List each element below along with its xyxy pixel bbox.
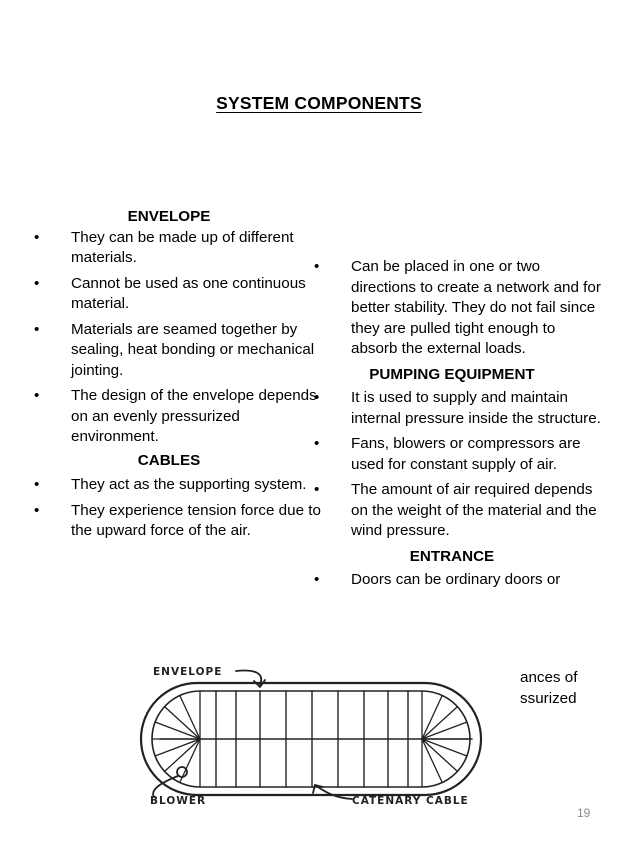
left-column (34, 207, 324, 547)
bullet-item: • The design of the envelope depends on an evenly pressurized environment. (34, 386, 324, 448)
bullet-item: • They act as the supporting system. (34, 475, 324, 496)
clipped-text-fragment: ances of (520, 669, 578, 686)
entrance-heading: ENTRANCE (409, 547, 495, 565)
bullet-item: • Fans, blowers or compressors are used for constant supply of air. (314, 434, 604, 475)
right-column (314, 257, 604, 596)
diagram-background (120, 655, 520, 815)
envelope-label: ENVELOPE (153, 666, 223, 678)
catenary-cable-label: CATENARY CABLE (352, 795, 469, 807)
blower-label: BLOWER (150, 795, 207, 807)
bullet-item: • Materials are seamed together by sealing, heat bonding or mechanical jointing. (34, 320, 324, 382)
slide-title: SYSTEM COMPONENTS (216, 93, 422, 113)
envelope-heading: ENVELOPE (127, 208, 211, 225)
bullet-item: • They can be made up of different materials. (34, 228, 324, 269)
bullet-item: • The amount of air required depends on the weight of the material and the wind pressure. (314, 480, 604, 542)
bullet-item: • Can be placed in one or two directions to create a network and for better stability. They do not fail since they are pulled tight enough to absorb the external loads. (314, 257, 604, 360)
air-supported-structure-diagram (120, 655, 520, 815)
bullet-item: • They experience tension force due to the upward force of the air. (34, 501, 324, 542)
page-number: 19 (577, 806, 591, 820)
bullet-item: • Doors can be ordinary doors or (314, 570, 604, 591)
bullet-item: • It is used to supply and maintain internal pressure inside the structure. (314, 388, 604, 429)
pumping-equipment-heading: PUMPING EQUIPMENT (369, 365, 535, 383)
bullet-item: • Cannot be used as one continuous material. (34, 274, 324, 315)
cables-heading: CABLES (137, 451, 201, 469)
clipped-text-fragment: ssurized (520, 690, 577, 707)
